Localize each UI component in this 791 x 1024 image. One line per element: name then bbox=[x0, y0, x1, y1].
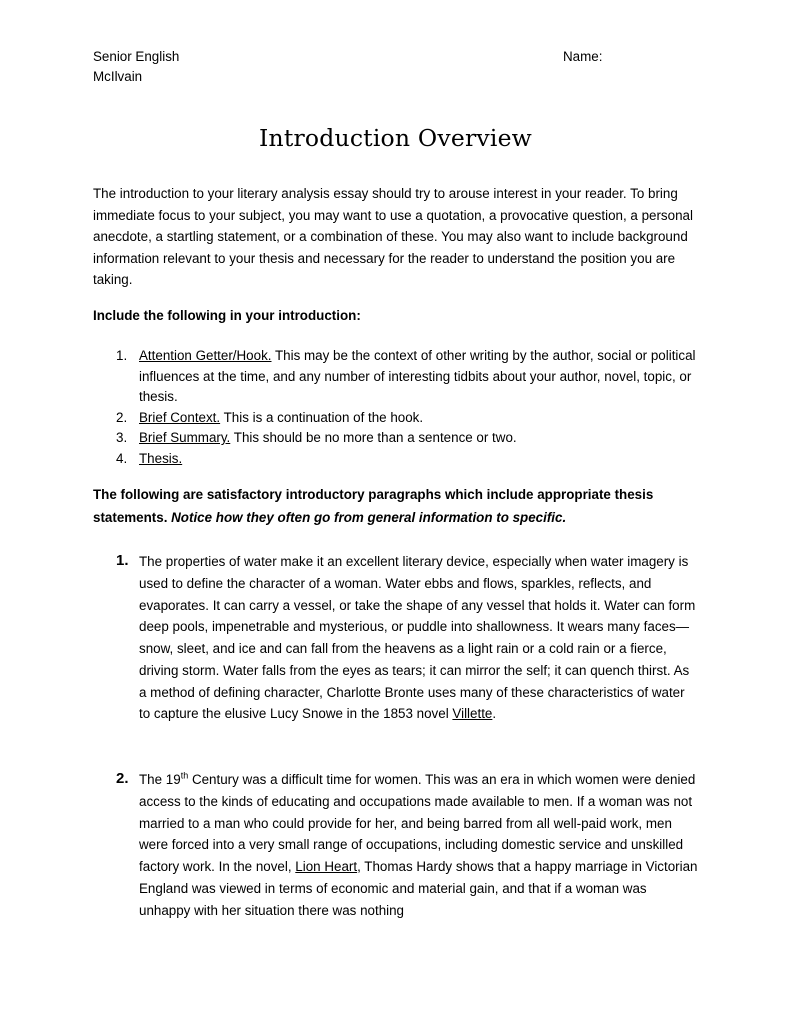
list-item bbox=[93, 428, 699, 449]
intro-steps-list bbox=[93, 346, 699, 469]
satisfactory-examples-heading bbox=[93, 484, 699, 529]
ordinal-suffix: th bbox=[180, 770, 189, 781]
step-label: Brief Summary. bbox=[139, 430, 231, 445]
list-item bbox=[93, 346, 699, 408]
example-paragraph-1 bbox=[93, 551, 699, 725]
header-course-info bbox=[93, 47, 179, 86]
novel-title: Villette bbox=[452, 706, 493, 722]
example-number: 2. bbox=[116, 770, 129, 787]
teacher-name: McIlvain bbox=[93, 68, 143, 84]
list-number: 3. bbox=[116, 430, 128, 445]
student-name-label: Name: bbox=[563, 49, 603, 64]
intro-paragraph: The introduction to your literary analysis essay should try to arouse interest in your reader. To bring immediate focus to your subject, you may want to use a quotation, a provocative question, a personal anecdote, a startling statement, or a combination of these. You may also want to include background information relevant to your thesis and necessary for the reader to understand the position you are taking. bbox=[93, 186, 693, 288]
novel-title: Lion Heart bbox=[295, 859, 358, 874]
example-paragraph-2 bbox=[93, 769, 699, 921]
list-number: 1. bbox=[116, 348, 128, 363]
list-number: 2. bbox=[116, 409, 128, 425]
list-item bbox=[93, 551, 699, 725]
example-text: , Thomas Hardy shows that a happy marriage in Victorian England was viewed in terms of economic and material gain, and that if a woman was unhappy with her situation there was nothing bbox=[139, 859, 698, 918]
step-label: Brief Context. bbox=[139, 409, 221, 425]
page-title: Introduction Overview bbox=[259, 124, 532, 152]
list-item bbox=[93, 769, 699, 921]
satisfactory-bold-text: The following are satisfactory introductory paragraphs which include appropriate thesis statements. bbox=[93, 487, 654, 525]
step-text: This is a continuation of the hook. bbox=[220, 409, 424, 425]
satisfactory-italic-note: Notice how they often go from general information to specific. bbox=[171, 509, 567, 525]
include-heading: Include the following in your introduction: bbox=[93, 308, 361, 323]
example-text: Century was a difficult time for women. This was an era in which women were denied access to the kinds of educating and occupations made available to men. If a woman was not married to a man who could provide for her, and being barred from all well-paid work, men were forced into a very small range of occupations, including domestic service and unskilled factory work. In the novel, bbox=[139, 772, 696, 874]
example-number: 1. bbox=[116, 552, 129, 569]
example-text: The properties of water make it an excellent literary device, especially when water imagery is used to define the character of a woman. Water ebbs and flows, sparkles, reflects, and evaporates. It can carry a vessel, or take the shape of any vessel that holds it. Water can form deep pools, impenetrable and mysterious, or puddle into shallowness. It wears many faces—snow, sleet, and ice and can fall from the heavens as a light rain or a cold rain or a fierce, driving storm. Water falls from the eyes as tears; it can mirror the self; it can quench thirst. As a method of defining character, Charlotte Bronte uses many of these characteristics of water to capture the elusive Lucy Snowe in the 1853 novel bbox=[139, 554, 696, 722]
list-number: 4. bbox=[116, 450, 128, 466]
step-label: Thesis. bbox=[139, 450, 183, 466]
step-text: This should be no more than a sentence or two. bbox=[230, 430, 517, 445]
list-item bbox=[93, 408, 699, 429]
example-text: The 19 bbox=[139, 772, 181, 787]
course-name: Senior English bbox=[93, 49, 180, 64]
step-label: Attention Getter/Hook. bbox=[139, 348, 272, 363]
example-text-end: . bbox=[492, 706, 497, 722]
step-text: This may be the context of other writing by the author, social or political influences at the time, and any number of interesting tidbits about your author, novel, topic, or thesis. bbox=[139, 348, 696, 404]
list-item bbox=[93, 449, 699, 470]
